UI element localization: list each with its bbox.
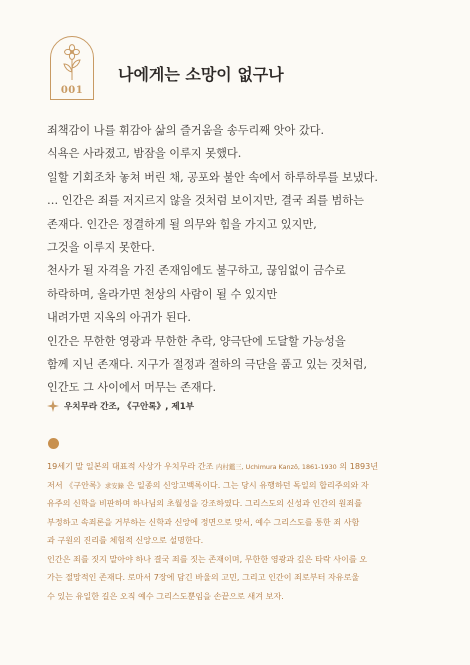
passage-line: 죄책감이 나를 휘감아 삶의 즐거움을 송두리째 앗아 갔다. — [47, 124, 325, 137]
passage-line: 인간도 그 사이에서 머무는 존재다. — [47, 381, 217, 395]
chapter-number: 001 — [60, 85, 84, 96]
source-text: 우치무라 간조, 《구안록》, 제1부 — [64, 402, 194, 412]
passage-line: … 인간은 죄를 저지르지 않을 것처럼 보이지만, 결국 죄를 범하는 — [47, 194, 364, 208]
passage-line: 내려가면 지옥의 아귀가 된다. — [47, 311, 191, 325]
circle-bullet-icon — [48, 438, 59, 449]
four-point-star-icon — [47, 400, 59, 412]
commentary-line: 19세기 말 일본의 대표적 사상가 우치무라 간조 内村鑑三, Uchimura Kanzō, 1861-1930 의 1893년 — [47, 461, 379, 471]
passage-line: 존재다. 인간은 정결하게 될 의무와 힘을 가지고 있지만, — [47, 217, 317, 231]
passage-line: 일할 기회조차 놓쳐 버린 채, 공포와 불안 속에서 하루하루를 보냈다. — [47, 170, 378, 184]
commentary-line: 인간은 죄를 짓지 말아야 하나 결국 죄를 짓는 존재이며, 무한한 영광과 깊은 타락 사이를 오 — [47, 553, 368, 564]
page-title: 나에게는 소망이 없구나 — [118, 65, 284, 84]
chapter-badge — [50, 36, 94, 100]
commentary-line: 수 있는 유일한 길은 오직 예수 그리스도뿐임을 손끝으로 새겨 보자. — [47, 590, 284, 601]
passage-line: 하락하며, 올라가면 천상의 사람이 될 수 있지만 — [47, 287, 278, 301]
passage-line: 인간은 무한한 영광과 무한한 추락, 양극단에 도달할 가능성을 — [47, 334, 346, 348]
passage-line: 식욕은 사라졌고, 밤잠을 이루지 못했다. — [47, 147, 242, 161]
passage-line: 함께 지닌 존재다. 지구가 절정과 절하의 극단을 품고 있는 것처럼, — [47, 357, 368, 371]
flower-stem-icon — [59, 42, 85, 82]
commentary-line: 과 구원의 진리를 체험적 신앙으로 설명한다. — [47, 535, 204, 545]
commentary-line: 가는 절망적인 존재다. 로마서 7장에 담긴 바울의 고민, 그리고 인간이 죄로부터 자유로울 — [47, 572, 360, 582]
quoted-passage — [47, 119, 437, 400]
commentary-line: 저서 《구안록》求安錄 은 일종의 신앙고백록이다. 그는 당시 유행하던 독일의 합리주의와 자 — [47, 479, 369, 490]
source-citation — [47, 400, 194, 412]
commentary — [47, 457, 432, 605]
commentary-line: 부정하고 속죄론을 거부하는 신학과 신앙에 정면으로 맞서, 예수 그리스도를 통한 죄 사함 — [47, 516, 360, 527]
passage-line: 천사가 될 자격을 가진 존재임에도 불구하고, 끊임없이 금수로 — [47, 264, 346, 278]
commentary-line: 유주의 신학을 비판하며 하나님의 초월성을 강조하였다. 그리스도의 신성과 인간의 원죄를 — [47, 498, 363, 508]
passage-line: 그것을 이루지 못한다. — [47, 240, 155, 254]
